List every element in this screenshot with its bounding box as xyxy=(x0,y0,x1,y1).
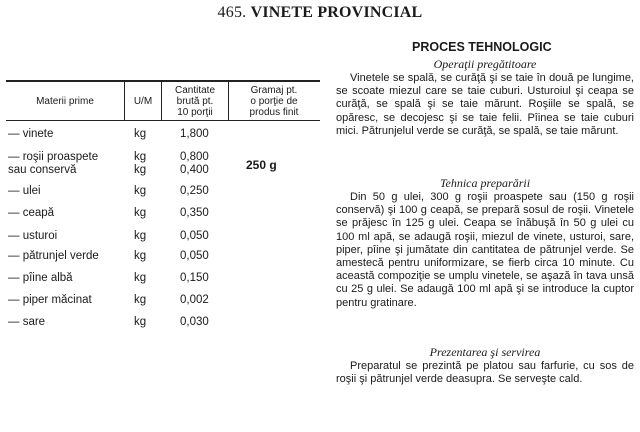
ingredient-name: — pătrunjel verde xyxy=(8,250,99,262)
ingredient-um: kg xyxy=(134,128,147,140)
recipe-number: 465. xyxy=(217,4,247,21)
section-heading: Prezentarea şi servirea xyxy=(429,345,541,359)
ingredient-name: — pîine albă xyxy=(8,272,73,284)
table-row xyxy=(6,185,320,201)
ingredient-um: kg xyxy=(134,250,147,262)
ingredient-name: — ceapă xyxy=(8,207,55,219)
table-row xyxy=(6,250,320,266)
header-materii: Materii prime xyxy=(36,95,94,107)
ingredient-name: — vinete xyxy=(8,128,54,140)
ingredient-qty: 0,800 0,400 xyxy=(180,151,209,176)
ingredient-um: kg xyxy=(134,294,147,306)
process-title: PROCES TEHNOLOGIC xyxy=(412,40,552,54)
ingredient-name: — ulei xyxy=(8,185,41,197)
ingredient-um: kg xyxy=(134,272,147,284)
ingredient-qty: 0,350 xyxy=(180,207,209,219)
ingredient-um: kg xyxy=(134,207,147,219)
section-text: Preparatul se prezintă pe platou sau farfurie, cu sos de roşii şi pătrunjel verde deasupra. Se serveşte cald. xyxy=(336,360,634,386)
ingredient-qty: 0,030 xyxy=(180,316,209,328)
table-row xyxy=(6,207,320,223)
ingredient-um: kg kg xyxy=(134,151,147,176)
ingredient-qty: 1,800 xyxy=(180,128,209,140)
table-row xyxy=(6,316,320,332)
section-text: Vinetele se spală, se curăţă şi se taie în două pe lungime, se scoate miezul care se taie cuburi. Usturoiul şi ceapa se curăţă, se spală şi se taie mărunt. Roşiile se spală, se opăresc, se decojesc şi se taie felii. Pîinea se taie cuburi mici. Pătrunjelul verde se curăţă, se spală, se taie mărunt. xyxy=(336,72,634,137)
section-heading: Tehnica preparării xyxy=(439,176,531,190)
table-row xyxy=(6,128,320,144)
ingredient-um: kg xyxy=(134,185,147,197)
ingredient-name: — roşii proaspete sau conservă xyxy=(8,151,99,176)
portion-weight: 250 g xyxy=(246,158,277,172)
ingredient-qty: 0,050 xyxy=(180,250,209,262)
ingredient-qty: 0,050 xyxy=(180,230,209,242)
header-um: U/M xyxy=(133,95,153,107)
header-cantitate: Cantitate brută pt. 10 porţii xyxy=(174,84,216,118)
table-header-rule xyxy=(6,120,320,121)
recipe-title xyxy=(0,4,640,22)
recipe-name: VINETE PROVINCIAL xyxy=(250,4,423,21)
ingredient-um: kg xyxy=(134,316,147,328)
ingredient-qty: 0,150 xyxy=(180,272,209,284)
table-row xyxy=(6,294,320,310)
table-row xyxy=(6,272,320,288)
section-heading: Operaţii pregătitoare xyxy=(433,57,537,71)
ingredient-um: kg xyxy=(134,230,147,242)
ingredient-name: — usturoi xyxy=(8,230,58,242)
ingredient-qty: 0,002 xyxy=(180,294,209,306)
header-gramaj: Gramaj pt. o porţie de produs finit xyxy=(249,84,299,118)
ingredient-name: — sare xyxy=(8,316,46,328)
table-row xyxy=(6,230,320,246)
ingredient-qty: 0,250 xyxy=(180,185,209,197)
ingredient-name: — piper măcinat xyxy=(8,294,92,306)
section-text: Din 50 g ulei, 300 g roşii proaspete sau (150 g roşii conservă) şi 100 g ceapă, se prepară sosul de roşii. Vinetele se prăjesc în 125 g ulei. Ceapa se înăbuşă în 50 g ulei cu 100 ml apă, se adaugă roşii, miezul de vinete, usturoi, sare, piper, pîine şi jumătate din cantitatea de pătrunjel verde. Se amestecă pentru uniformizare, se fierb circa 10 minute. Cu această compoziţie se umplu vinetele, se aşază în tava unsă cu 25 g ulei. Se adaugă 100 ml apă şi se introduce la cuptor pentru gratinare. xyxy=(336,191,634,309)
